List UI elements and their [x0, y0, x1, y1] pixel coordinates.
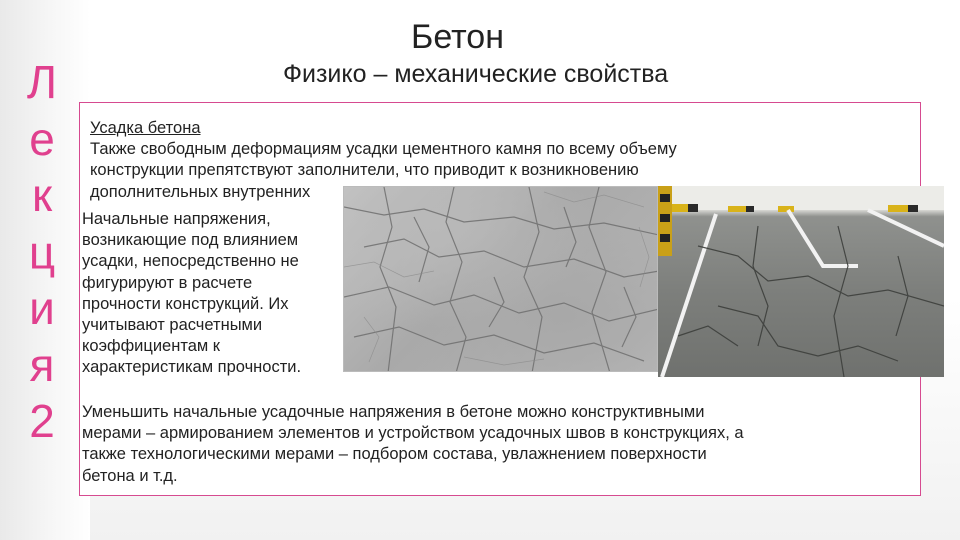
text-line: дополнительных внутренних — [90, 182, 311, 201]
text-line: Уменьшить начальные усадочные напряжения в бетоне можно конструктивными — [82, 403, 705, 421]
text-line: коэффициентам к — [82, 337, 221, 356]
vertical-lecture-label — [14, 54, 70, 450]
text-line: конструкции препятствуют заполнители, что приводит к возникновению — [90, 161, 639, 180]
text-line: также технологическими мерами – подбором состава, увлажнением поверхности — [82, 445, 707, 464]
vertical-letter: 2 — [29, 395, 55, 447]
text-line: прочности конструкций. Их — [82, 294, 289, 313]
slide-title: Бетон — [411, 18, 504, 56]
text-line: Начальные напряжения, — [82, 210, 271, 228]
cracked-concrete-photo — [343, 186, 658, 372]
parking-floor-photo — [658, 186, 944, 377]
text-line: усадки, непосредственно не — [82, 252, 299, 271]
vertical-letter: я — [29, 338, 55, 391]
slide-subtitle: Физико – механические свойства — [283, 60, 669, 88]
section-heading: Усадка бетона — [90, 119, 201, 137]
paragraph-reduction-measures — [82, 402, 744, 487]
text-line: бетона и т.д. — [82, 466, 178, 485]
text-line: фигурируют в расчете — [82, 273, 253, 292]
paragraph-initial-stress — [82, 209, 301, 379]
text-line: учитывают расчетными — [82, 316, 263, 335]
text-line: возникающие под влиянием — [82, 231, 299, 250]
vertical-letter: е — [29, 112, 55, 165]
vertical-letter: и — [29, 282, 55, 334]
vertical-letter: к — [31, 169, 53, 221]
vertical-letter: ц — [28, 225, 56, 278]
text-line: мерами – армированием элементов и устройством усадочных швов в конструкциях, а — [82, 424, 744, 443]
vertical-letter: Л — [26, 56, 58, 108]
text-line: Также свободным деформациям усадки цементного камня по всему объему — [90, 140, 677, 159]
text-line: характеристикам прочности. — [82, 358, 302, 377]
